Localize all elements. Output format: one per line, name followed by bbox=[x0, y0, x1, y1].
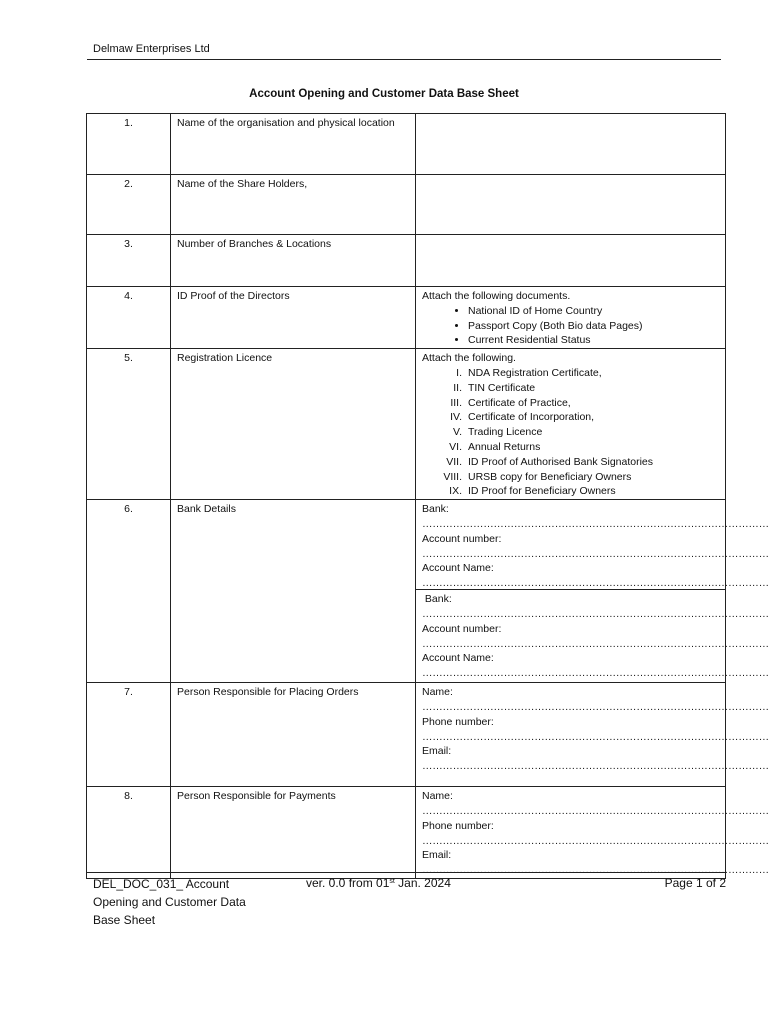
list-text: Certificate of Incorporation, bbox=[468, 411, 595, 424]
account-name-fill-line[interactable]: ………………………………………………………………………………………… bbox=[422, 667, 769, 680]
name-fill-line[interactable]: ………………………………………………………………………………………… bbox=[422, 700, 769, 713]
row-number: 3. bbox=[87, 235, 171, 287]
document-bullet-list bbox=[422, 304, 719, 348]
list-item bbox=[422, 381, 719, 396]
version-ordinal: st bbox=[389, 878, 395, 885]
list-text: TIN Certificate bbox=[468, 381, 536, 394]
field-label: Name: bbox=[422, 686, 453, 699]
row-label: Number of Branches & Locations bbox=[171, 235, 416, 287]
field-label: Email: bbox=[422, 849, 452, 862]
account-name-fill-line[interactable]: ………………………………………………………………………………………… bbox=[422, 577, 769, 590]
account-number-fill-line[interactable]: ………………………………………………………………………………………… bbox=[422, 547, 769, 560]
organisation-value-cell[interactable] bbox=[416, 114, 726, 175]
list-numeral: II. bbox=[453, 381, 462, 394]
account-number-fill-line[interactable]: ………………………………………………………………………………………… bbox=[422, 637, 769, 650]
table-row bbox=[87, 235, 726, 287]
field-label: Phone number: bbox=[422, 715, 494, 728]
list-numeral: VIII. bbox=[443, 470, 462, 483]
list-item bbox=[422, 410, 719, 425]
table-row bbox=[87, 349, 726, 500]
registration-docs-cell bbox=[416, 349, 726, 500]
row-number: 4. bbox=[87, 287, 171, 349]
field-label: Account number: bbox=[422, 532, 502, 545]
row-number: 8. bbox=[87, 787, 171, 879]
list-text: Trading Licence bbox=[468, 426, 543, 439]
bank-fill-line[interactable]: ………………………………………………………………………………………… bbox=[422, 517, 769, 530]
row-number: 1. bbox=[87, 114, 171, 175]
version-suffix: Jan. 2024 bbox=[394, 876, 451, 890]
document-id: DEL_DOC_031_ Account Opening and Customer Data Base Sheet bbox=[93, 877, 246, 927]
page-number: Page 1 of 2 bbox=[664, 876, 726, 890]
row-number: 5. bbox=[87, 349, 171, 500]
version-prefix: ver. 0.0 from 01 bbox=[306, 876, 390, 890]
company-name: Delmaw Enterprises Ltd bbox=[93, 43, 210, 55]
field-label: Account Name: bbox=[422, 652, 494, 665]
row-label: Name of the organisation and physical location bbox=[171, 114, 416, 175]
list-text: ID Proof of Authorised Bank Signatories bbox=[468, 455, 654, 468]
email-fill-line[interactable]: ………………………………………………………………………………………… bbox=[422, 760, 769, 773]
list-text: URSB copy for Beneficiary Owners bbox=[468, 470, 632, 483]
row-label: Person Responsible for Placing Orders bbox=[171, 683, 416, 787]
list-text: Annual Returns bbox=[468, 440, 541, 453]
header-rule bbox=[87, 59, 721, 60]
branches-value-cell[interactable] bbox=[416, 235, 726, 287]
attach-instruction: Attach the following. bbox=[422, 352, 516, 365]
row-label: ID Proof of the Directors bbox=[171, 287, 416, 349]
row-label: Bank Details bbox=[171, 500, 416, 683]
row-label: Person Responsible for Payments bbox=[171, 787, 416, 879]
field-label: Account number: bbox=[422, 622, 502, 635]
field-label: Bank: bbox=[422, 503, 449, 516]
list-numeral: IV. bbox=[450, 411, 462, 424]
bank-block-1 bbox=[416, 502, 769, 590]
list-item bbox=[422, 396, 719, 411]
email-fill-line[interactable]: ………………………………………………………………………………………… bbox=[422, 864, 769, 877]
list-item bbox=[422, 440, 719, 455]
list-item: • Current Residential Status bbox=[468, 333, 719, 348]
list-text: NDA Registration Certificate, bbox=[468, 366, 602, 379]
roman-numeral-list bbox=[422, 366, 719, 499]
list-numeral: I. bbox=[456, 366, 462, 379]
field-label: Name: bbox=[422, 790, 453, 803]
footer-rule bbox=[86, 872, 726, 873]
list-item bbox=[422, 366, 719, 381]
version-info bbox=[306, 875, 451, 891]
bank-fill-line[interactable]: ………………………………………………………………………………………… bbox=[422, 607, 769, 620]
list-numeral: III. bbox=[450, 396, 462, 409]
list-item: • National ID of Home Country bbox=[468, 304, 719, 319]
row-number: 7. bbox=[87, 683, 171, 787]
list-numeral: VI. bbox=[449, 440, 462, 453]
table-row bbox=[87, 500, 726, 683]
directors-id-cell bbox=[416, 287, 726, 349]
list-numeral: IX. bbox=[449, 485, 462, 498]
list-item bbox=[422, 470, 719, 485]
field-label: Bank: bbox=[422, 593, 452, 606]
document-title: Account Opening and Customer Data Base Sheet bbox=[249, 88, 519, 100]
row-label: Registration Licence bbox=[171, 349, 416, 500]
orders-contact-cell bbox=[416, 683, 769, 787]
customer-data-table bbox=[86, 113, 769, 879]
table-row bbox=[87, 683, 726, 787]
list-text: Certificate of Practice, bbox=[468, 396, 571, 409]
list-numeral: VII. bbox=[446, 455, 462, 468]
table-row bbox=[87, 787, 726, 879]
row-number: 2. bbox=[87, 175, 171, 235]
attach-instruction: Attach the following documents. bbox=[422, 290, 571, 302]
table-row bbox=[87, 287, 726, 349]
row-label: Name of the Share Holders, bbox=[171, 175, 416, 235]
field-label: Phone number: bbox=[422, 819, 494, 832]
list-item bbox=[422, 425, 719, 440]
list-item bbox=[422, 484, 719, 499]
field-label: Email: bbox=[422, 745, 452, 758]
list-numeral: V. bbox=[453, 426, 462, 439]
phone-fill-line[interactable]: ………………………………………………………………………………………… bbox=[422, 730, 769, 743]
table-row bbox=[87, 175, 726, 235]
name-fill-line[interactable]: ………………………………………………………………………………………… bbox=[422, 804, 769, 817]
payments-contact-cell bbox=[416, 787, 769, 879]
phone-fill-line[interactable]: ………………………………………………………………………………………… bbox=[422, 834, 769, 847]
bank-details-cell bbox=[416, 500, 769, 683]
list-item: • Passport Copy (Both Bio data Pages) bbox=[468, 319, 719, 334]
shareholders-value-cell[interactable] bbox=[416, 175, 726, 235]
list-item bbox=[422, 455, 719, 470]
list-text: ID Proof for Beneficiary Owners bbox=[468, 485, 616, 498]
bank-block-2 bbox=[416, 589, 769, 681]
row-number: 6. bbox=[87, 500, 171, 683]
table-row bbox=[87, 114, 726, 175]
field-label: Account Name: bbox=[422, 562, 494, 575]
